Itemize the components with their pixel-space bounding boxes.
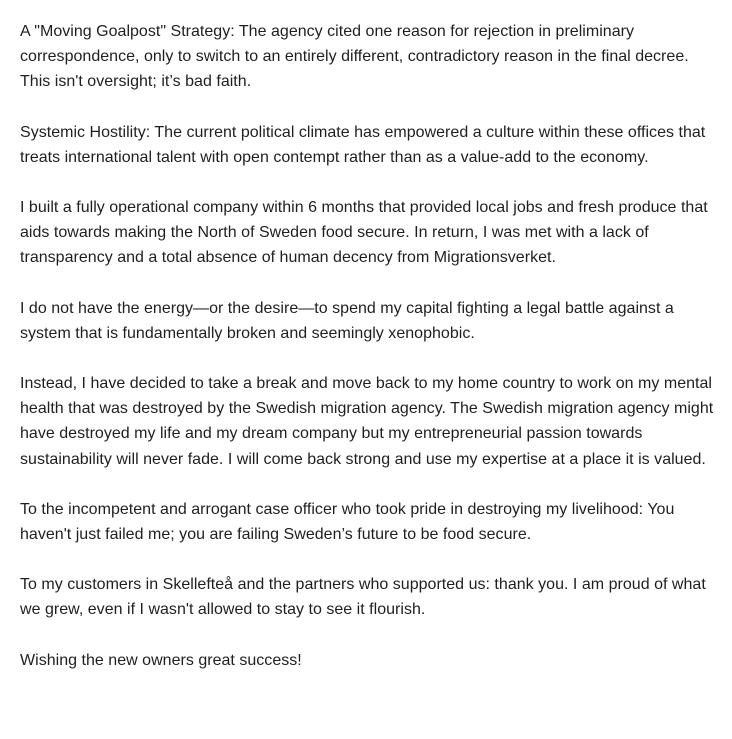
paragraph-case-officer: To the incompetent and arrogant case officer who took pride in destroying my livelihood: You haven't just failed me; you are failing Sweden’s future to be food secure.	[20, 500, 675, 544]
paragraph-company-built: I built a fully operational company within 6 months that provided local jobs and fresh produce that aids towards making the North of Sweden food secure. In return, I was met with a lack of transparency and a total absence of human decency from Migrationsverket.	[20, 199, 708, 267]
paragraph-moving-goalpost: A "Moving Goalpost" Strategy: The agency cited one reason for rejection in preliminary correspondence, only to switch to an entirely different, contradictory reason in the final decree. This isn't oversight; it’s bad faith.	[20, 23, 689, 91]
paragraph-closing-wish: Wishing the new owners great success!	[20, 651, 302, 669]
paragraph-moving-back: Instead, I have decided to take a break and move back to my home country to work on my mental health that was destroyed by the Swedish migration agency. The Swedish migration agency might have destroyed my life and my dream company but my entrepreneurial passion towards sustainability will never fade. I will come back strong and use my expertise at a place it is valued.	[20, 375, 714, 468]
paragraph-systemic-hostility: Systemic Hostility: The current political climate has empowered a culture within these offices that treats international talent with open contempt rather than as a value-add to the economy.	[20, 123, 706, 166]
paragraph-no-energy: I do not have the energy—or the desire—to spend my capital fighting a legal battle against a system that is fundamentally broken and seemingly xenophobic.	[20, 299, 674, 342]
paragraph-customers-thanks: To my customers in Skellefteå and the partners who supported us: thank you. I am proud of what we grew, even if I wasn't allowed to stay to see it flourish.	[20, 576, 706, 619]
post-body	[20, 19, 720, 673]
